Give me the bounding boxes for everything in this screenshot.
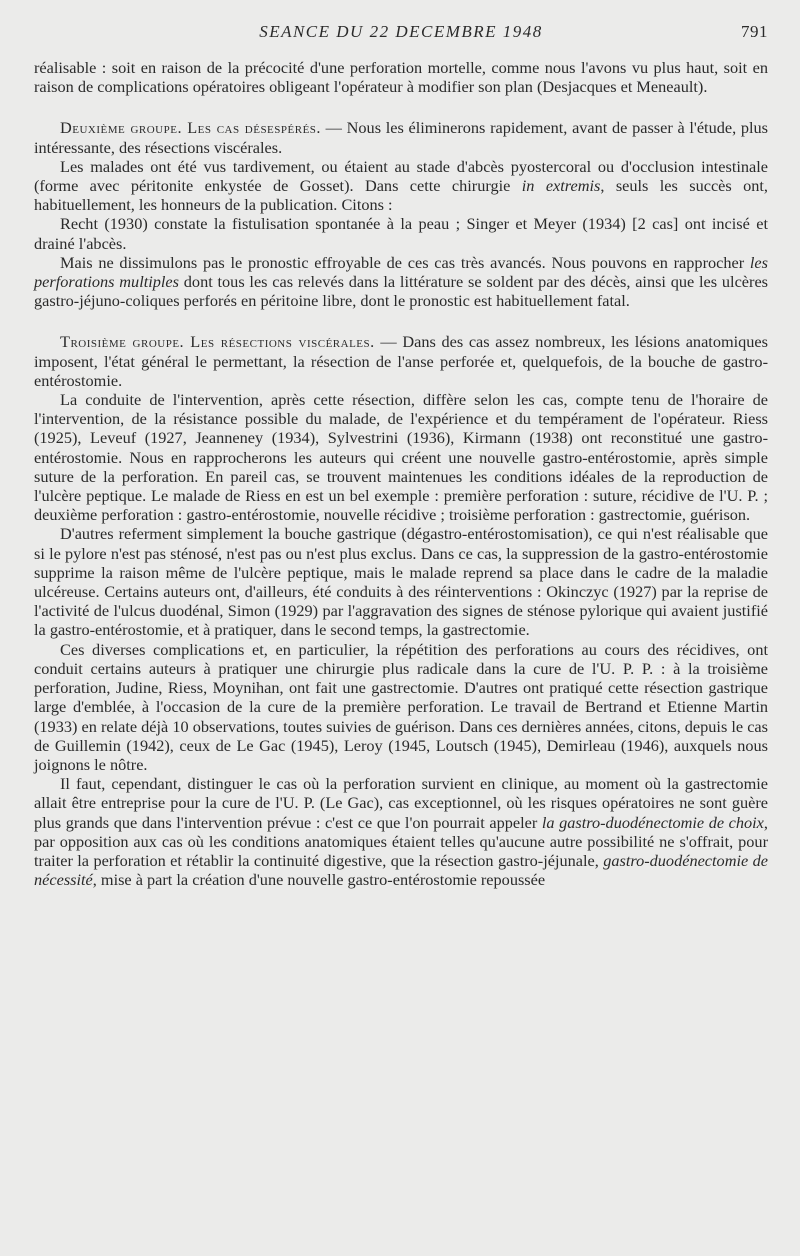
paragraph-text: Il faut, cependant, distinguer le cas où la perforation survient en clinique, au moment où la gastrectomie allait être entreprise pour la cure de l'U. P. (Le Gac), cas exceptionnel, où les risques opératoires ne sont guère plus grands que dans l'intervention prévue : c'est ce que l'on pourrait appeler — [34, 774, 768, 832]
paragraph — [34, 774, 768, 889]
paragraph-text: — Nous les éliminerons rapidement, avant de passer à l'étude, plus intéressante, des résections viscérales. — [34, 118, 768, 157]
paragraph — [34, 253, 768, 311]
running-head: SEANCE DU 22 DECEMBRE 1948 — [259, 22, 543, 41]
paragraph — [34, 157, 768, 215]
paragraph: La conduite de l'intervention, après cette résection, diffère selon les cas, compte tenu de l'horaire de l'intervention, de la résistance possible du malade, de l'expérience et du tempérament de l'opérateur. Riess (1925), Leveuf (1927, Jeanneney (1934), Sylvestrini (1936), Kirmann (1938) ont reconstitué une gastro-entérostomie. Nous en rapprocherons les auteurs qui créent une nouvelle gastro-entérostomie, après simple suture de la perforation. En pareil cas, se trouvent maintenues les conditions idéales de la reproduction de l'ulcère peptique. Le malade de Riess en est un bel exemple : première perforation : suture, récidive de l'U. P. ; deuxième perforation : gastro-entérostomie, nouvelle récidive ; troisième perforation : gastrectomie, guérison. — [34, 390, 768, 525]
paragraph-text: , mise à part la création d'une nouvelle gastro-entérostomie repoussée — [92, 870, 546, 890]
italic-phrase: les perforations multiples — [34, 252, 768, 292]
page-body — [34, 58, 768, 889]
paragraph: Recht (1930) constate la fistulisation spontanée à la peau ; Singer et Meyer (1934) [2 cas] ont incisé et drainé l'abcès. — [34, 214, 768, 253]
paragraph: réalisable : soit en raison de la précocité d'une perforation mortelle, comme nous l'avons vu plus haut, soit en raison de complications opératoires obligeant l'opérateur à modifier son plan (Desjacques et Meneault). — [34, 58, 768, 97]
page-number: 791 — [741, 22, 768, 41]
section-heading: Deuxième groupe. Les cas désespérés. — [60, 118, 321, 138]
section-heading-paragraph — [34, 332, 768, 390]
italic-phrase: gastro-duodénectomie de nécessité — [34, 850, 768, 890]
paragraph-text: , seuls les succès ont, habituellement, les honneurs de la publication. Citons : — [34, 176, 768, 215]
paragraph-text: — Dans des cas assez nombreux, les lésions anatomiques imposent, l'état général le permettant, la résection de l'anse perforée et, quelquefois, de la bouche de gastro-entérostomie. — [34, 332, 768, 390]
paragraph-text: dont tous les cas relevés dans la littérature se soldent par des décès, ainsi que les ulcères gastro-jéjuno-coliques perforés en péritoine libre, dont le pronostic est habituellement fatal. — [34, 272, 769, 311]
paragraph: D'autres referment simplement la bouche gastrique (dégastro-entérostomisation), ce qui n'est réalisable que si le pylore n'est pas sténosé, n'est pas ou n'est plus exclus. Dans ce cas, la suppression de la gastro-entérostomie supprime la raison même de l'ulcère peptique, mais le malade reprend sa place dans le cadre de la maladie ulcéreuse. Certains auteurs ont, d'ailleurs, été conduits à des réinterventions : Okinczyc (1927) par la reprise de l'activité de l'ulcus duodénal, Simon (1929) par l'aggravation des signes de sténose pylorique qui avaient justifié la gastro-entérostomie, et à pratiquer, dans le second temps, la gastrectomie. — [34, 524, 768, 640]
paragraph: Ces diverses complications et, en particulier, la répétition des perforations au cours des récidives, ont conduit certains auteurs à pratiquer une chirurgie plus radicale dans la cure de l'U. P. P. : à la troisième perforation, Judine, Riess, Moynihan, ont fait une gastrectomie. D'autres ont pratiqué cette résection gastrique large d'emblée, à l'occasion de la cure de la première perforation. Le travail de Bertrand et Etienne Martin (1933) en relate déjà 10 observations, toutes suivies de guérison. Dans ces dernières années, citons, depuis le cas de Guillemin (1942), ceux de Le Gac (1945), Leroy (1945, Loutsch (1945), Demirleau (1946), auxquels nous joignons le nôtre. — [34, 639, 768, 774]
section-heading: Troisième groupe. Les résections viscérales. — [60, 332, 375, 352]
paragraph-text: , par opposition aux cas où les conditions anatomiques étaient telles qu'aucune autre possibilité ne s'offrait, pour traiter la perforation et rétablir la continuité digestive, que la résection gastro-jéjunale, — [34, 812, 768, 870]
paragraph-text: Les malades ont été vus tardivement, ou étaient au stade d'abcès pyostercoral ou d'occlusion intestinale (forme avec péritonite enkystée de Gosset). Dans cette chirurgie — [34, 156, 768, 196]
section-heading-paragraph — [34, 118, 768, 156]
paragraph-text: Mais ne dissimulons pas le pronostic effroyable de ces cas très avancés. Nous pouvons en rapprocher — [60, 252, 750, 272]
page-header — [34, 18, 768, 48]
italic-phrase: la gastro-duodénectomie de choix — [541, 812, 764, 832]
italic-phrase: in extremis — [521, 176, 601, 196]
